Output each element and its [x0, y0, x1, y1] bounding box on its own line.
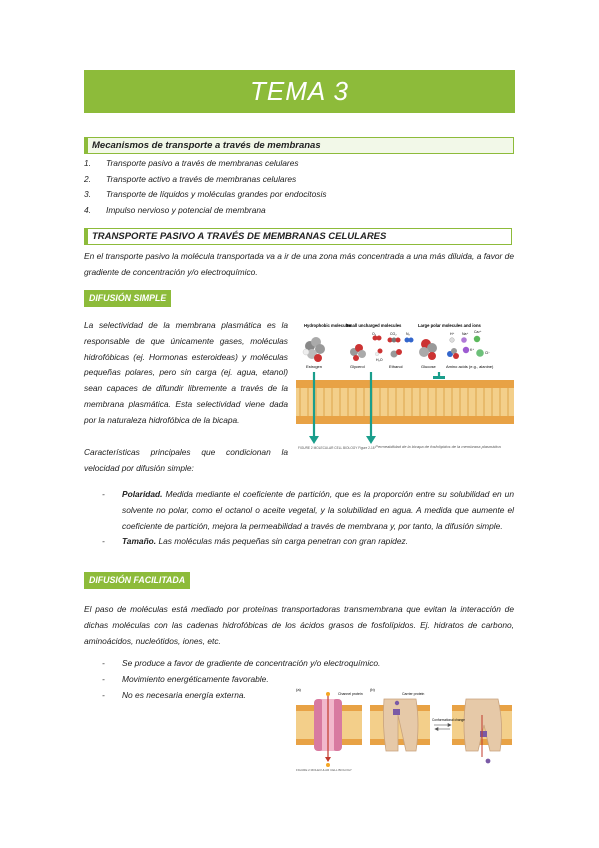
list-item: 2. Transporte activo a través de membranas celulares [84, 173, 297, 184]
mechanisms-heading: Mecanismos de transporte a través de membranas [84, 137, 514, 154]
figure-caption-right: Permeabilidad de la bicapa de fosfolípidos de la membrana plasmática [375, 444, 501, 449]
molecule-label: Ethanol [389, 364, 403, 369]
facilitated-diffusion-figure [294, 685, 514, 775]
page-title: TEMA 3 [84, 70, 515, 113]
molecule-label: Cl⁻ [485, 351, 491, 355]
figure-caption: FIGURE 2 MOLECULAR CELL BIOLOGY [296, 768, 352, 772]
molecule-label: Na⁺ [462, 332, 469, 336]
molecule-label: K⁺ [470, 348, 475, 352]
simple-para-1: La selectividad de la membrana plasmática es la responsable de que únicamente gases, moléculas hidrofóbicas (ej. Hormonas esteroideas) y moléculas pequeñas polares, pero sin carga (ej. agua, etanol) sean capaces de difundir libremente a través de la membrana plasmática. Esta selectividad viene dada por la naturaleza hidrofóbica de la bicapa. [84, 320, 288, 425]
glycerol-molecule [350, 344, 366, 361]
passive-intro: En el transporte pasivo la molécula transportada va a ir de una zona más concentrada a una más diluida, a favor de gradiente de concentración y/o electroquímico. [84, 251, 514, 277]
channel-protein [314, 692, 342, 767]
topic-list [84, 156, 327, 218]
amino-acid-molecule [447, 348, 459, 359]
panel-label: (a) [296, 687, 301, 692]
estrogen-molecule [303, 337, 325, 362]
molecule-label: Ca²⁺ [474, 330, 482, 334]
simple-para-2: Características principales que condicionan la velocidad por difusión simple: [84, 447, 288, 473]
simple-diffusion-figure [296, 318, 514, 456]
group-label: Small uncharged molecules [346, 323, 402, 328]
list-item: 3. Transporte de líquidos y moléculas grandes por endocitosis [84, 189, 327, 200]
molecule-label: O₂ [372, 332, 377, 336]
switch-arrows [434, 724, 451, 731]
small-molecules [373, 336, 414, 358]
list-item: 4. Impulso nervioso y potencial de membrana [84, 204, 266, 215]
blocked-marker [433, 376, 445, 379]
protein-label: Carrier protein [402, 692, 425, 696]
molecule-label: H⁺ [450, 332, 455, 336]
protein-label: Channel protein [338, 692, 363, 696]
glucose-molecule [419, 339, 437, 360]
list-item: 1. Transporte pasivo a través de membranas celulares [84, 158, 299, 168]
simple-diffusion-tag: DIFUSIÓN SIMPLE [84, 290, 171, 307]
molecule-label: Amino acids (e.g., alanine) [446, 364, 494, 369]
panel-label: (b) [370, 687, 375, 692]
molecule-label: Estrogen [306, 364, 323, 369]
carrier-protein-open-in [464, 699, 502, 763]
molecule-label: N₂ [406, 332, 410, 336]
facilitated-diffusion-tag: DIFUSIÓN FACILITADA [84, 572, 190, 589]
simple-bullets [102, 487, 514, 550]
figure-caption: FIGURE 2 MOLECULAR CELL BIOLOGY Figure 2-18 [298, 446, 375, 450]
molecule-label: Glucose [421, 364, 436, 369]
list-item: - Polaridad. Medida mediante el coeficiente de partición, que es la proporción entre su solubilidad en un solvente no polar, como el octanol o aceite vegetal, y la solubilidad en agua. A medida que aumente el coeficiente de partición, mejora la permeabilidad a través de membrana y, por tanto, la difusión simple. [102, 487, 514, 534]
molecule-label: Glycerol [350, 364, 365, 369]
molecule-label: H₂O [376, 358, 383, 362]
list-item: - Tamaño. Las moléculas más pequeñas sin carga penetran con gran rapidez. [102, 534, 514, 550]
bilayer-diagram [296, 318, 514, 456]
lipid-bilayer [296, 380, 514, 424]
group-label: Large polar molecules and ions [418, 323, 481, 328]
list-item: - Movimiento energéticamente favorable. [102, 672, 302, 688]
list-item: - No es necesaria energía externa. [102, 688, 302, 704]
passive-heading: TRANSPORTE PASIVO A TRAVÉS DE MEMBRANAS CELULARES [84, 228, 512, 245]
group-label: Hydrophobic molecules [304, 323, 352, 328]
list-item: - Se produce a favor de gradiente de concentración y/o electroquímico. [102, 656, 302, 672]
transport-proteins-diagram [294, 685, 514, 775]
facilitated-para: El paso de moléculas está mediado por proteínas transportadoras transmembrana que evitan la interacción de dichas moléculas con las cadenas hidrofóbicas de los ácidos grasos de fosfolípidos. Ej. hidratos de carbono, aminoácidos, nucleótidos, iones, etc. [84, 604, 514, 646]
conformational-label: Conformational change [432, 718, 465, 722]
molecule-label: CO₂ [390, 332, 397, 336]
